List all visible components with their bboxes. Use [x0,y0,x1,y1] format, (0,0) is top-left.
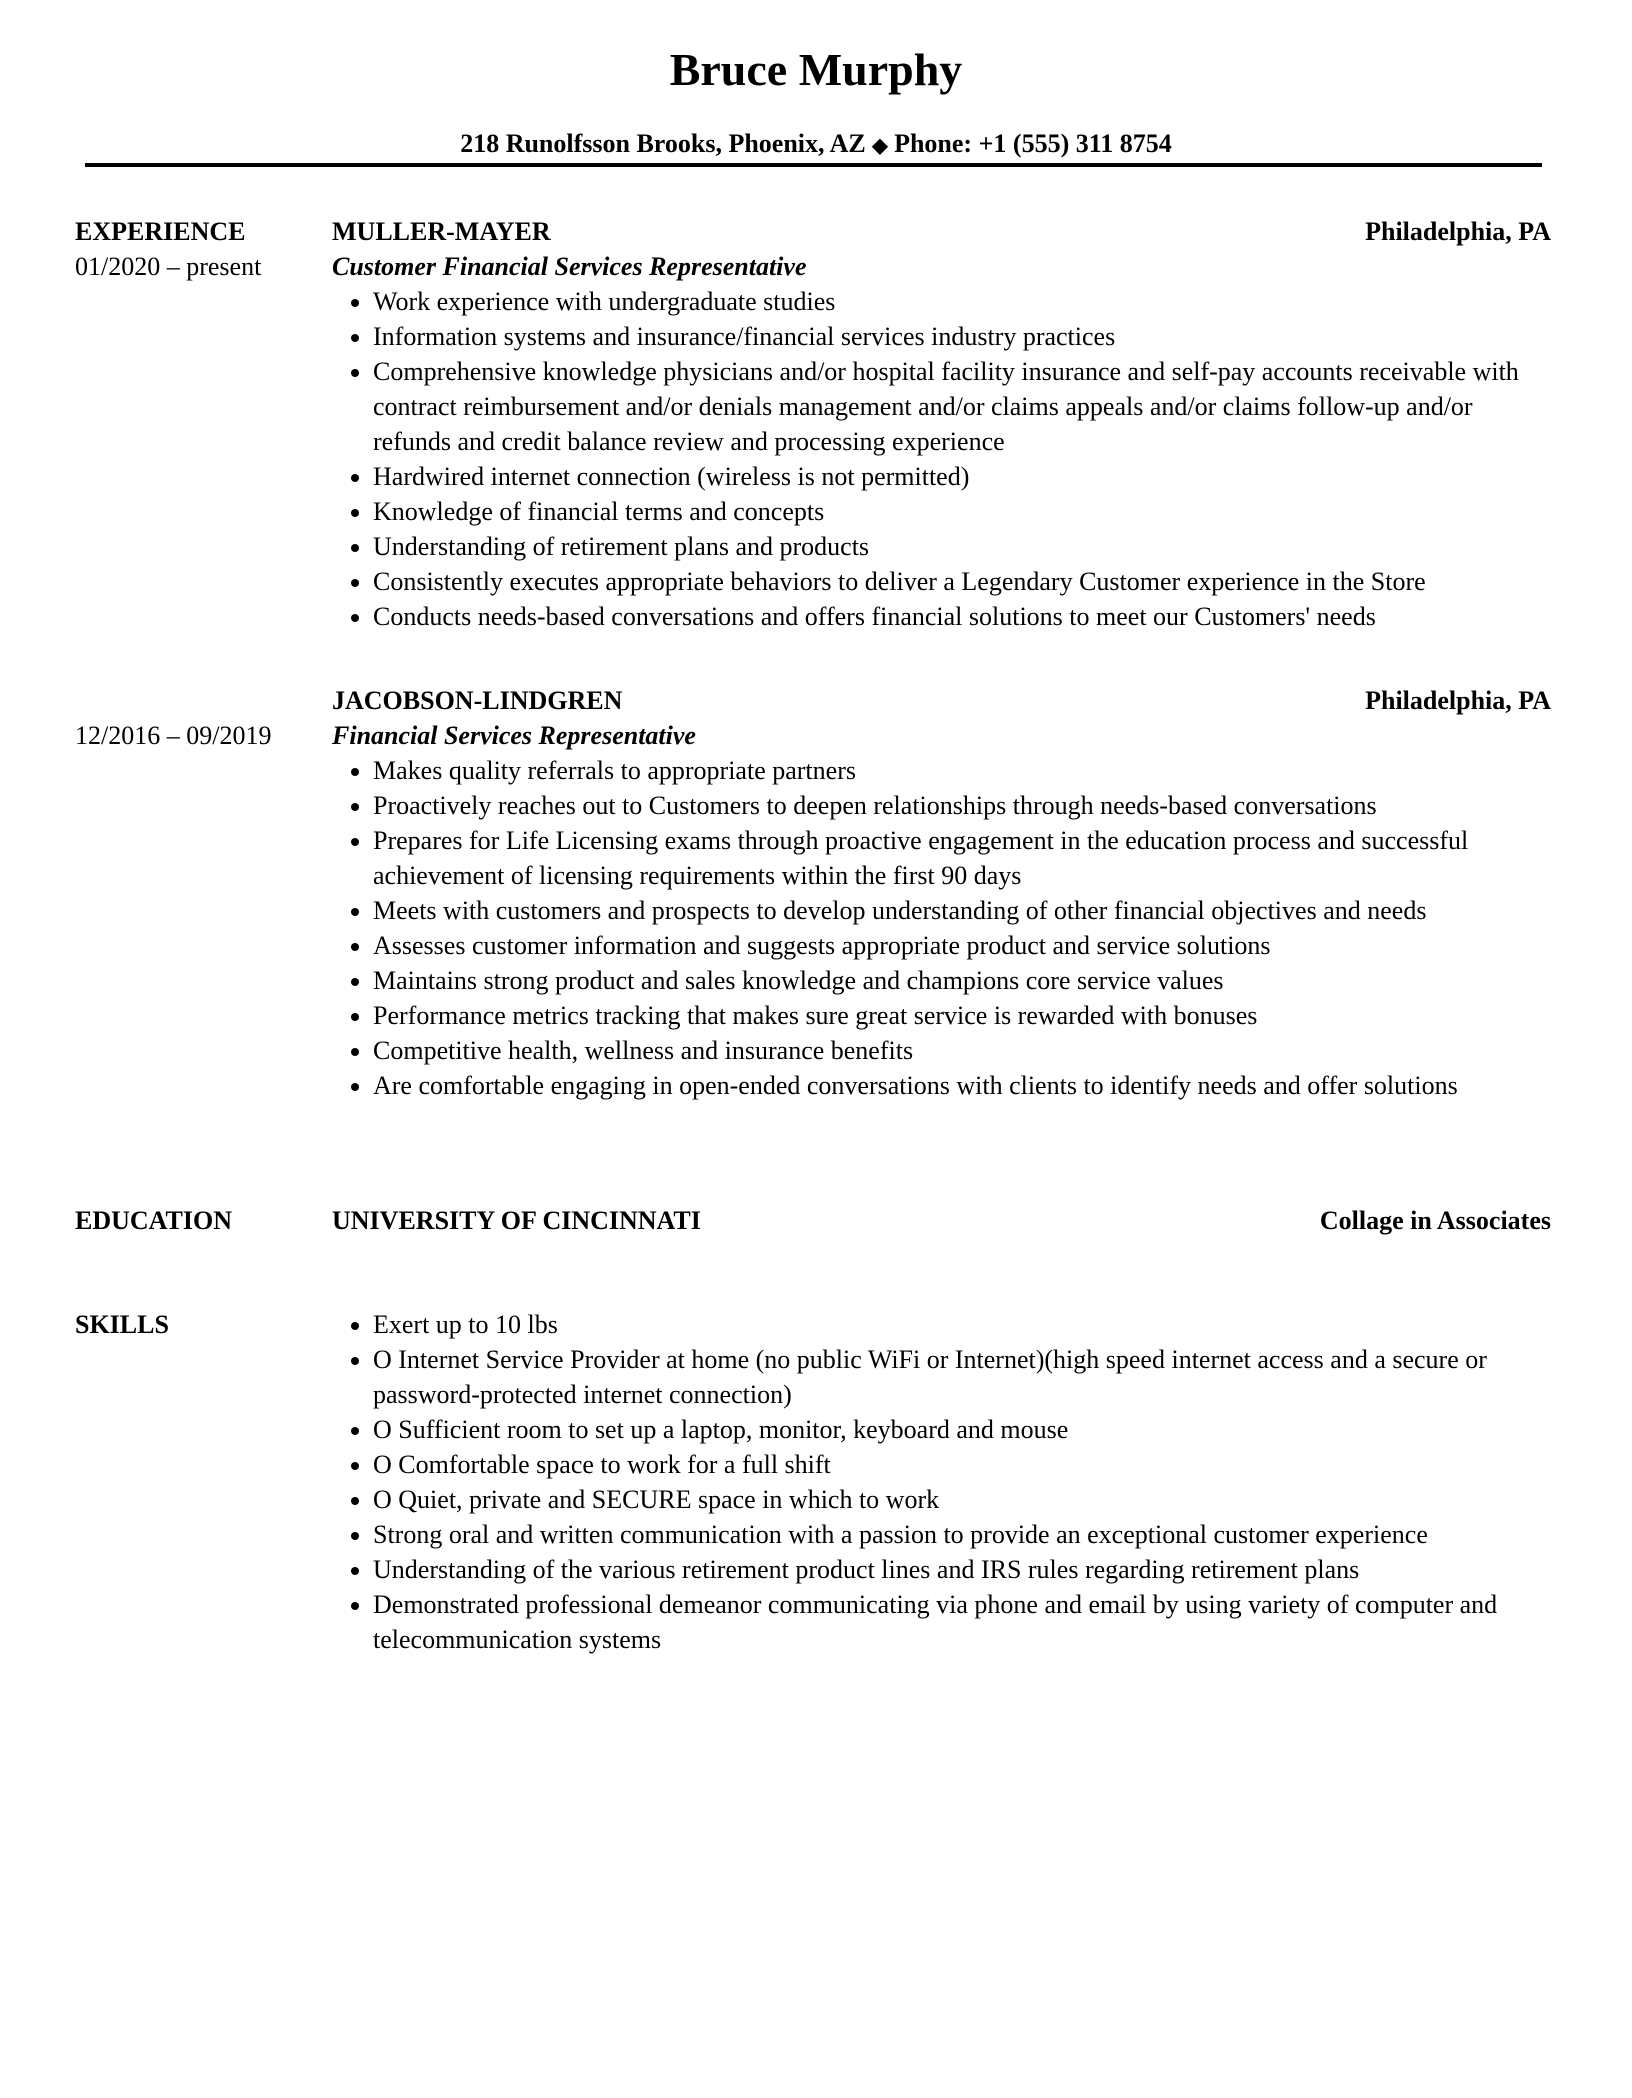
list-item: • Consistently executes appropriate behaviors to deliver a Legendary Customer experience in the Store [373,564,1551,599]
list-item: • Demonstrated professional demeanor communicating via phone and email by using variety of computer and telecommunication systems [373,1587,1551,1657]
list-item: • Knowledge of financial terms and concepts [373,494,1551,529]
section-heading-skills: SKILLS [75,1310,169,1339]
experience-job-2 [75,683,1551,1103]
list-item: • Hardwired internet connection (wireless is not permitted) [373,459,1551,494]
job-dates: 01/2020 – present [75,252,262,281]
list-item: • Prepares for Life Licensing exams through proactive engagement in the education process and successful achievement of licensing requirements within the first 90 days [373,823,1551,893]
company-name: MULLER-MAYER [332,217,551,246]
experience-section [75,214,1551,634]
job-title: Customer Financial Services Representative [332,252,807,281]
job-location: Philadelphia, PA [1365,217,1551,246]
list-item: • Performance metrics tracking that makes sure great service is rewarded with bonuses [373,998,1551,1033]
company-name: JACOBSON-LINDGREN [332,686,623,715]
section-heading-education: EDUCATION [75,1206,232,1235]
school-name: UNIVERSITY OF CINCINNATI [332,1206,701,1235]
job-entry [332,214,1551,634]
job-bullets [332,753,1551,1103]
list-item: • Assesses customer information and suggests appropriate product and service solutions [373,928,1551,963]
list-item: • Comprehensive knowledge physicians and/or hospital facility insurance and self-pay accounts receivable with contract reimbursement and/or denials management and/or claims appeals and/or claims follow-up and/or refunds and credit balance review and processing experience [373,354,1551,459]
list-item: • O Quiet, private and SECURE space in which to work [373,1482,1551,1517]
job-entry [332,683,1551,1103]
job-location: Philadelphia, PA [1365,686,1551,715]
phone: Phone: +1 (555) 311 8754 [894,129,1172,158]
job-title: Financial Services Representative [332,721,696,750]
list-item: • Proactively reaches out to Customers to deepen relationships through needs-based conversations [373,788,1551,823]
job-dates: 12/2016 – 09/2019 [75,721,272,750]
list-item: • Maintains strong product and sales knowledge and champions core service values [373,963,1551,998]
list-item: • Conducts needs-based conversations and offers financial solutions to meet our Customers' needs [373,599,1551,634]
education-section [75,1203,1551,1238]
list-item: • Work experience with undergraduate studies [373,284,1551,319]
job-bullets [332,284,1551,634]
candidate-name: Bruce Murphy [669,44,963,95]
list-item: • Understanding of retirement plans and products [373,529,1551,564]
list-item: • Information systems and insurance/financial services industry practices [373,319,1551,354]
list-item: • Makes quality referrals to appropriate partners [373,753,1551,788]
header-divider [85,163,1542,167]
list-item: • Understanding of the various retirement product lines and IRS rules regarding retirement plans [373,1552,1551,1587]
list-item: • O Sufficient room to set up a laptop, monitor, keyboard and mouse [373,1412,1551,1447]
list-item: • Are comfortable engaging in open-ended conversations with clients to identify needs and offer solutions [373,1068,1551,1103]
list-item: • Competitive health, wellness and insurance benefits [373,1033,1551,1068]
list-item: • Exert up to 10 lbs [373,1307,1551,1342]
list-item: • O Internet Service Provider at home (no public WiFi or Internet)(high speed internet access and a secure or password-protected internet connection) [373,1342,1551,1412]
address: 218 Runolfsson Brooks, Phoenix, AZ [460,129,866,158]
diamond-separator-icon: ◆ [872,135,888,157]
section-heading-experience: EXPERIENCE [75,217,246,246]
contact-line [0,126,1632,164]
skills-list [332,1307,1551,1657]
skills-section [75,1307,1551,1657]
list-item: • O Comfortable space to work for a full shift [373,1447,1551,1482]
list-item: • Strong oral and written communication with a passion to provide an exceptional customer experience [373,1517,1551,1552]
list-item: • Meets with customers and prospects to develop understanding of other financial objectives and needs [373,893,1551,928]
degree: Collage in Associates [1319,1206,1551,1235]
